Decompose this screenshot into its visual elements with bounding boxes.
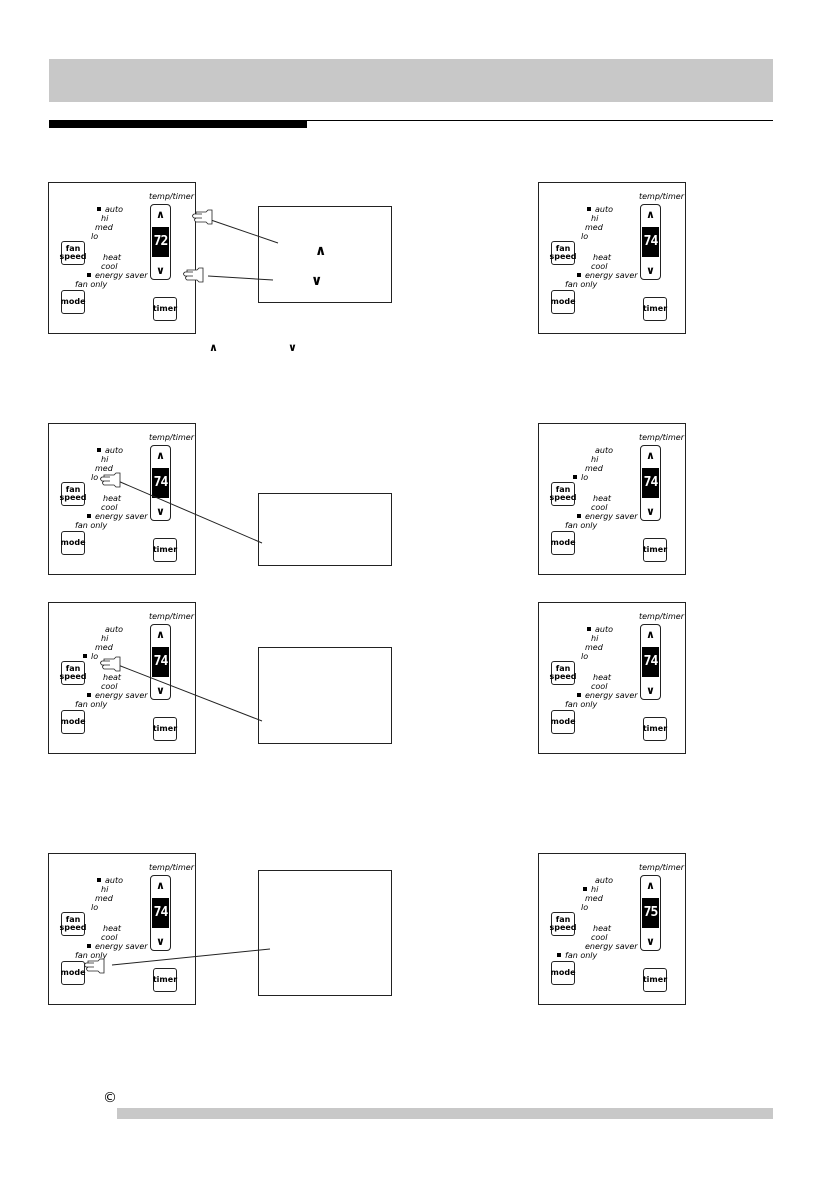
pointing-hand-icon xyxy=(101,657,121,671)
mode-label-1: cool xyxy=(101,262,118,271)
mode-label-3: fan only xyxy=(75,521,108,530)
temp-timer-label: temp/timer xyxy=(149,433,194,442)
mode-button[interactable]: mode xyxy=(551,961,575,985)
timer-button[interactable]: timer xyxy=(153,717,177,741)
fan-speed-button[interactable]: fan speed xyxy=(61,482,85,506)
fan-speed-label-2: med xyxy=(585,643,603,652)
mode-label-2: energy saver xyxy=(585,691,638,700)
mode-label-0: heat xyxy=(103,924,122,933)
fan-speed-label-2: med xyxy=(585,894,603,903)
mode-label-3: fan only xyxy=(75,280,108,289)
temp-timer-label: temp/timer xyxy=(149,612,194,621)
mode-label-1: cool xyxy=(591,262,608,271)
fan-speed-label-2: med xyxy=(585,464,603,473)
fan-speed-label-3: lo xyxy=(91,473,99,482)
pointing-hand-icon xyxy=(193,210,213,224)
temp-up-button[interactable]: ∧ xyxy=(156,208,165,221)
fan-speed-label-1: hi xyxy=(591,214,599,223)
temp-timer-label: temp/timer xyxy=(639,612,684,621)
temp-down-button[interactable]: ∨ xyxy=(156,935,165,948)
mode-label-3: fan only xyxy=(565,700,598,709)
fan-speed-label-1: hi xyxy=(101,214,109,223)
mode-label-0: heat xyxy=(103,494,122,503)
mode-label-3: fan only xyxy=(75,700,108,709)
fan-speed-label-2: med xyxy=(95,223,113,232)
fan-speed-button[interactable]: fan speed xyxy=(551,912,575,936)
fan-speed-label-1: hi xyxy=(591,634,599,643)
fan-speed-button[interactable]: fan speed xyxy=(551,661,575,685)
pointing-hand-icon xyxy=(101,473,121,487)
fan-speed-button[interactable]: fan speed xyxy=(61,661,85,685)
temp-up-button[interactable]: ∧ xyxy=(646,879,655,892)
fan-speed-label-3: lo xyxy=(581,473,589,482)
temp-down-button[interactable]: ∨ xyxy=(646,684,655,697)
mode-button[interactable]: mode xyxy=(551,531,575,555)
fan-speed-label-0: auto xyxy=(105,446,124,455)
mode-label-3: fan only xyxy=(75,951,108,960)
fan-speed-label-0: auto xyxy=(105,876,124,885)
fan-speed-label-2: med xyxy=(95,464,113,473)
mode-label-0: heat xyxy=(103,673,122,682)
mode-label-0: heat xyxy=(593,924,612,933)
fan-speed-label-0: auto xyxy=(595,876,614,885)
mode-label-1: cool xyxy=(591,682,608,691)
fan-speed-label-3: lo xyxy=(91,903,99,912)
temp-up-button[interactable]: ∧ xyxy=(646,449,655,462)
temp-down-button[interactable]: ∨ xyxy=(646,505,655,518)
temperature-display: 74 xyxy=(152,468,169,498)
temp-up-button[interactable]: ∧ xyxy=(156,628,165,641)
copyright-symbol: © xyxy=(103,1090,117,1106)
mode-label-2: energy saver xyxy=(95,942,148,951)
mode-label-2: energy saver xyxy=(585,512,638,521)
fan-speed-label-0: auto xyxy=(105,205,124,214)
mode-label-2: energy saver xyxy=(95,691,148,700)
mode-label-2: energy saver xyxy=(585,271,638,280)
mode-label-2: energy saver xyxy=(585,942,638,951)
mode-button[interactable]: mode xyxy=(61,290,85,314)
fan-speed-label-0: auto xyxy=(105,625,124,634)
temperature-display: 74 xyxy=(642,647,659,677)
fan-speed-label-2: med xyxy=(585,223,603,232)
fan-speed-label-3: lo xyxy=(91,652,99,661)
fan-speed-button[interactable]: fan speed xyxy=(551,482,575,506)
mode-label-1: cool xyxy=(101,503,118,512)
fan-speed-label-2: med xyxy=(95,643,113,652)
fan-speed-label-3: lo xyxy=(91,232,99,241)
callout-up-arrow: ∧ xyxy=(315,243,327,259)
fan-speed-label-0: auto xyxy=(595,625,614,634)
temp-down-button[interactable]: ∨ xyxy=(156,684,165,697)
timer-button[interactable]: timer xyxy=(643,538,667,562)
mode-button[interactable]: mode xyxy=(61,710,85,734)
temperature-display: 74 xyxy=(152,647,169,677)
mode-button[interactable]: mode xyxy=(61,961,85,985)
mode-label-3: fan only xyxy=(565,521,598,530)
temp-up-button[interactable]: ∧ xyxy=(646,208,655,221)
mode-button[interactable]: mode xyxy=(551,710,575,734)
temp-down-button[interactable]: ∨ xyxy=(156,505,165,518)
mode-label-3: fan only xyxy=(565,951,598,960)
mode-label-0: heat xyxy=(593,494,612,503)
temp-timer-label: temp/timer xyxy=(149,192,194,201)
fan-speed-label-0: auto xyxy=(595,446,614,455)
mode-label-1: cool xyxy=(591,503,608,512)
mode-label-2: energy saver xyxy=(95,512,148,521)
callout-down-arrow: ∨ xyxy=(311,273,323,289)
fan-speed-label-1: hi xyxy=(591,455,599,464)
timer-button[interactable]: timer xyxy=(153,297,177,321)
temp-timer-label: temp/timer xyxy=(639,433,684,442)
mode-label-1: cool xyxy=(101,933,118,942)
fan-speed-label-2: med xyxy=(95,894,113,903)
fan-speed-label-1: hi xyxy=(591,885,599,894)
timer-button[interactable]: timer xyxy=(643,297,667,321)
note-up-arrow: ∧ xyxy=(209,341,218,354)
temp-up-button[interactable]: ∧ xyxy=(156,449,165,462)
fan-speed-label-3: lo xyxy=(581,652,589,661)
temperature-display: 74 xyxy=(642,468,659,498)
timer-button[interactable]: timer xyxy=(153,968,177,992)
temp-timer-label: temp/timer xyxy=(149,863,194,872)
fan-speed-label-3: lo xyxy=(581,232,589,241)
fan-speed-label-1: hi xyxy=(101,885,109,894)
fan-speed-label-1: hi xyxy=(101,455,109,464)
fan-speed-button[interactable]: fan speed xyxy=(61,912,85,936)
mode-button[interactable]: mode xyxy=(551,290,575,314)
temp-down-button[interactable]: ∨ xyxy=(156,264,165,277)
temp-up-button[interactable]: ∧ xyxy=(646,628,655,641)
timer-button[interactable]: timer xyxy=(643,717,667,741)
fan-speed-button[interactable]: fan speed xyxy=(61,241,85,265)
mode-button[interactable]: mode xyxy=(61,531,85,555)
mode-label-0: heat xyxy=(103,253,122,262)
timer-button[interactable]: timer xyxy=(643,968,667,992)
fan-speed-button[interactable]: fan speed xyxy=(551,241,575,265)
timer-button[interactable]: timer xyxy=(153,538,177,562)
temperature-display: 75 xyxy=(642,898,659,928)
temperature-display: 74 xyxy=(152,898,169,928)
temp-down-button[interactable]: ∨ xyxy=(646,264,655,277)
fan-speed-label-0: auto xyxy=(595,205,614,214)
fan-speed-label-1: hi xyxy=(101,634,109,643)
fan-speed-label-3: lo xyxy=(581,903,589,912)
temperature-display: 74 xyxy=(642,227,659,257)
pointing-hand-icon xyxy=(85,959,105,973)
mode-label-0: heat xyxy=(593,673,612,682)
note-down-arrow: ∨ xyxy=(288,341,297,354)
mode-label-1: cool xyxy=(101,682,118,691)
pointing-hand-icon xyxy=(184,268,204,282)
mode-label-2: energy saver xyxy=(95,271,148,280)
temp-timer-label: temp/timer xyxy=(639,192,684,201)
mode-label-0: heat xyxy=(593,253,612,262)
mode-label-3: fan only xyxy=(565,280,598,289)
temperature-display: 72 xyxy=(152,227,169,257)
mode-label-1: cool xyxy=(591,933,608,942)
temp-down-button[interactable]: ∨ xyxy=(646,935,655,948)
temp-timer-label: temp/timer xyxy=(639,863,684,872)
temp-up-button[interactable]: ∧ xyxy=(156,879,165,892)
